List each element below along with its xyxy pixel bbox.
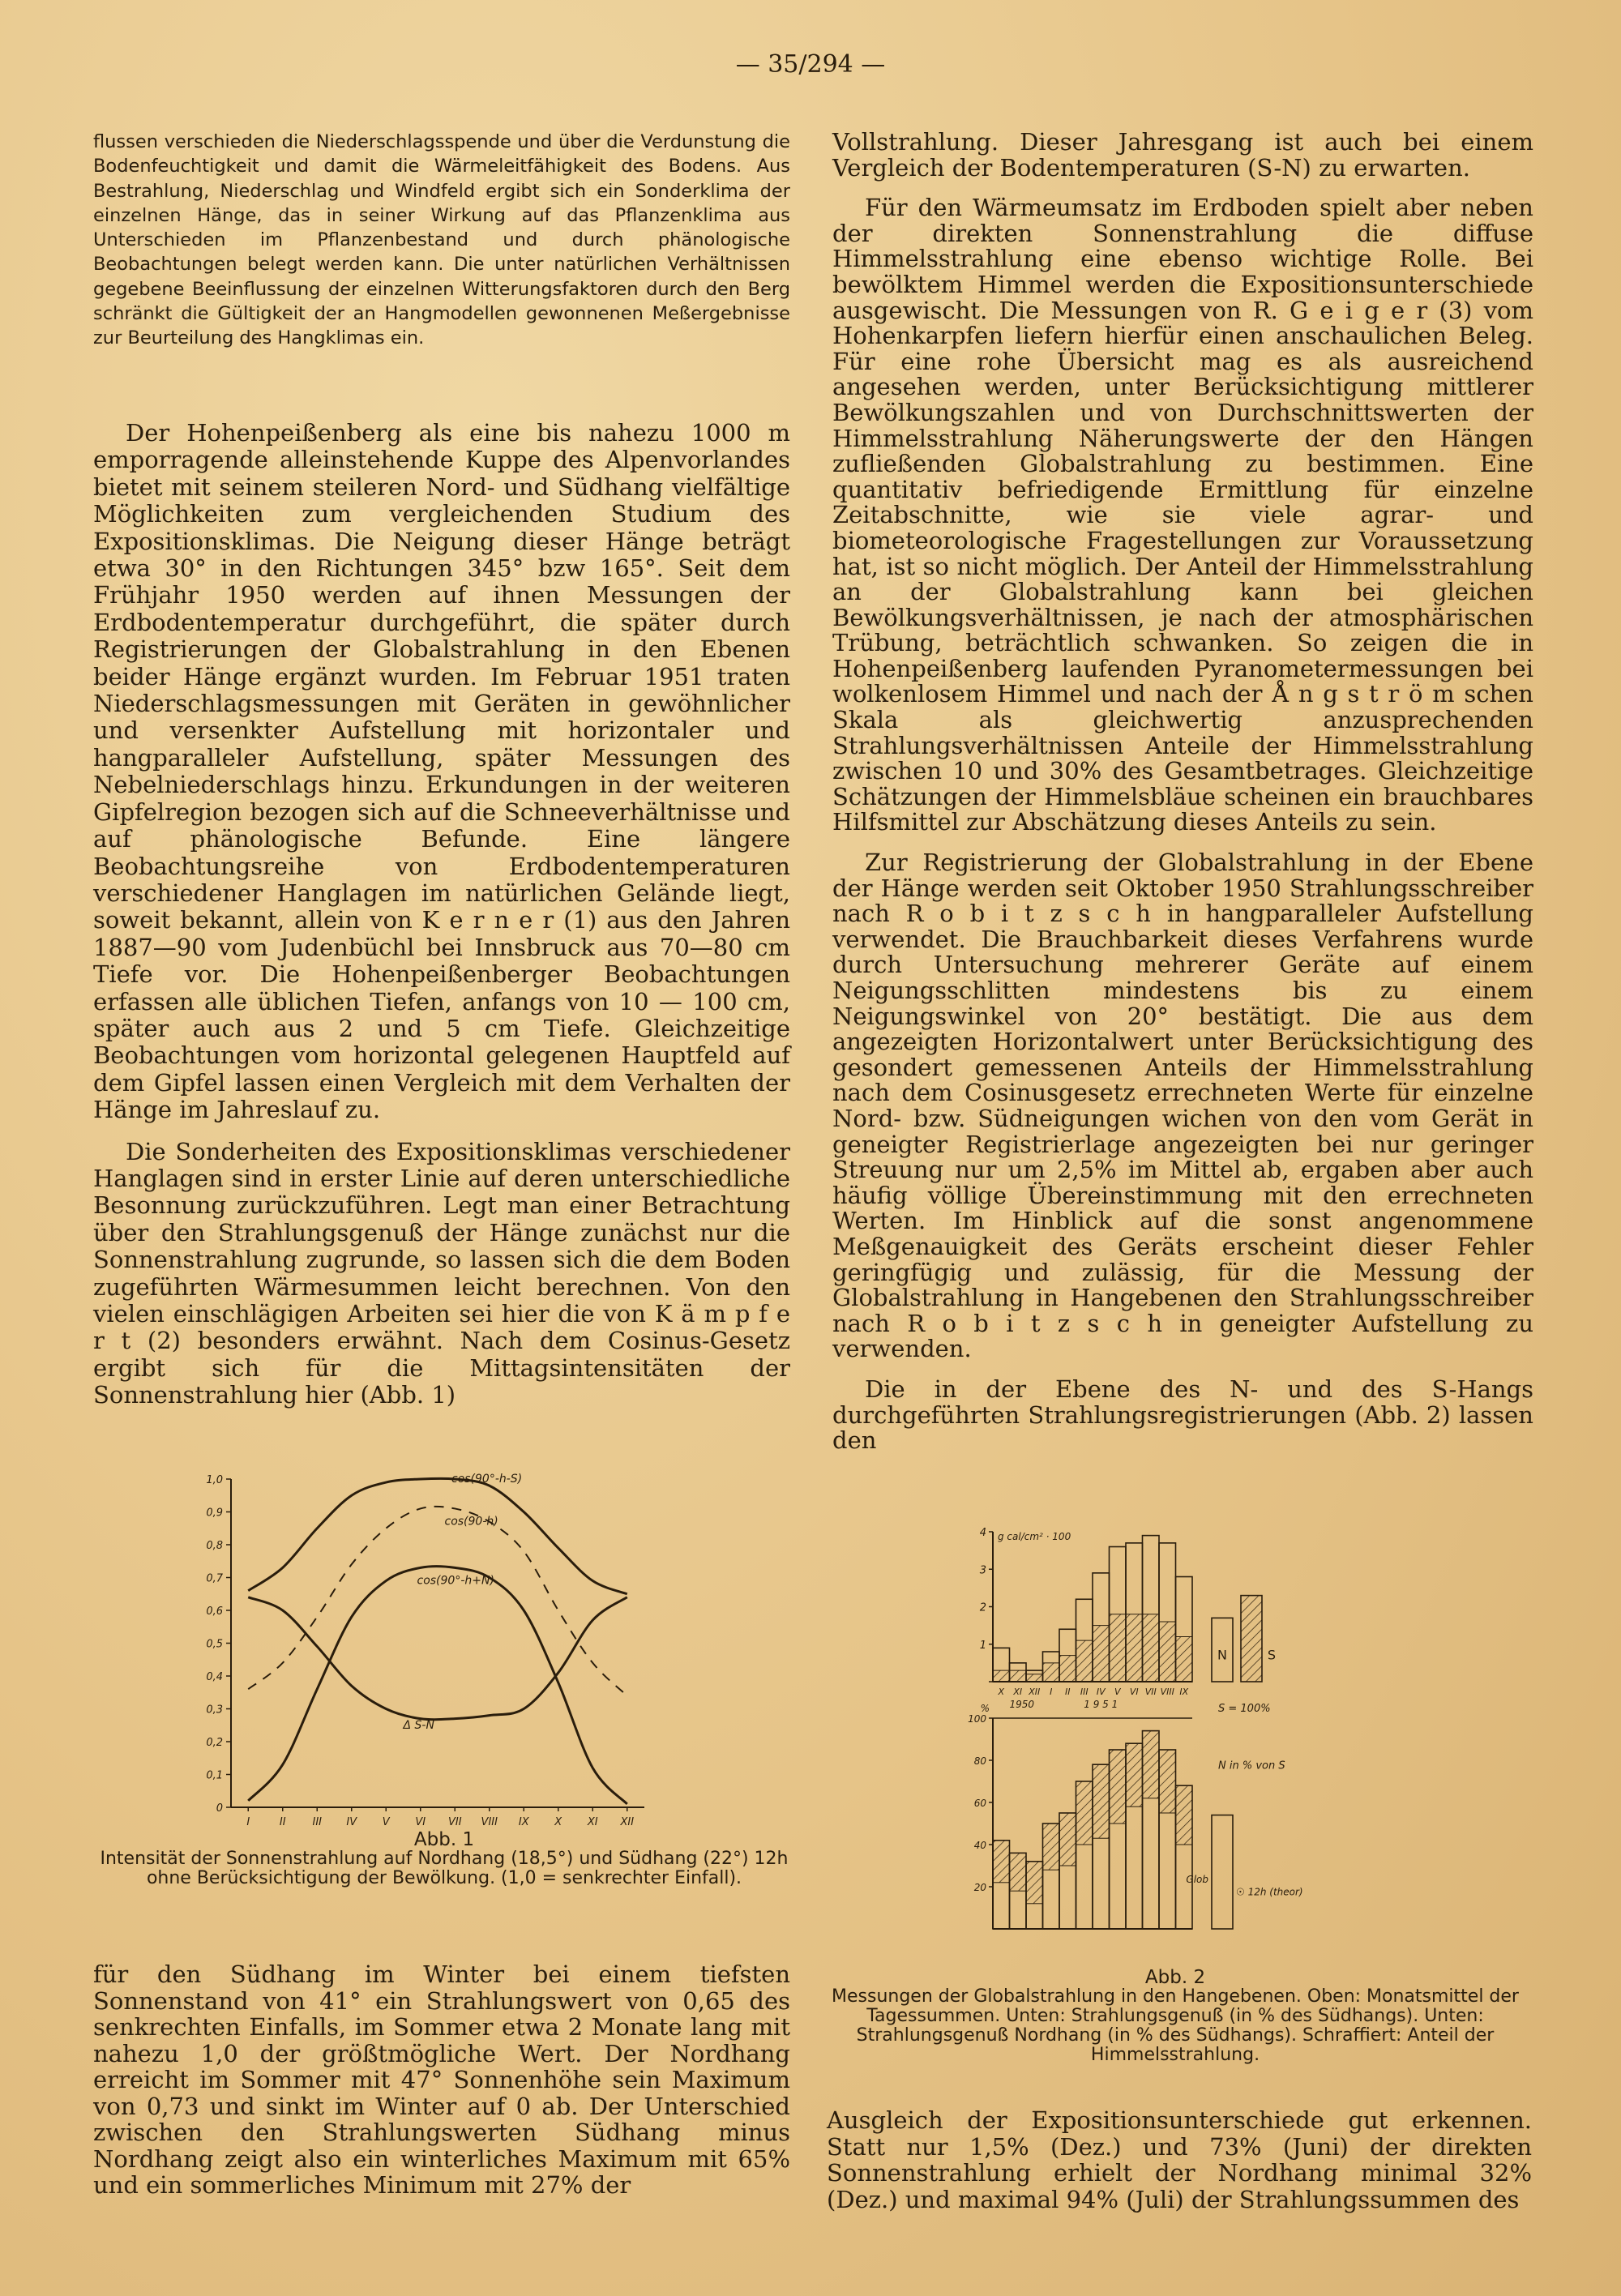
bar-diffuse-share — [1110, 1750, 1127, 1824]
bar-diffuse-share — [1076, 1781, 1093, 1845]
figure-2-caption-text: Messungen der Globalstrahlung in den Hangebenen. Oben: Monatsmittel der Tagessummen. Unten: Strahlungsgenuß (in % des Südhangs). Unten: Strahlungsgenuß Nordhang (in % des Südhangs). Schraffiert: Anteil der Himmelsstrahlung. — [832, 1986, 1519, 2065]
y-tick-label: 20 — [973, 1882, 986, 1893]
bar-diffuse-share — [1010, 1853, 1027, 1891]
bar-diffuse — [1176, 1637, 1193, 1682]
series-line — [248, 1597, 627, 1720]
x-group-label: 1950 — [1009, 1699, 1035, 1710]
y-tick-label: 40 — [973, 1840, 986, 1851]
figure-1-label: Abb. 1 — [413, 1829, 475, 1850]
x-tick-label: IV — [346, 1816, 357, 1828]
x-tick-label: X — [998, 1687, 1005, 1697]
bar-annual-south — [1241, 1596, 1262, 1682]
y-tick-label: 0,1 — [206, 1769, 223, 1782]
bar-diffuse — [1010, 1670, 1027, 1682]
y-tick-label: 0 — [216, 1802, 223, 1815]
paragraph: für den Südhang im Winter bei einem tiefsten Sonnenstand von 41° ein Strahlungswert von 0,65 des senkrechten Einfalls, im Sommer etwa 2 Monate lang mit nahezu 1,0 der größtmögliche Wert. Der Nordhang erreicht im Sommer mit 47° Sonnenhöhe sein Maximum von 0,73 und sinkt im Winter auf 0 ab. Der Unterschied zwischen den Strahlungswerten Südhang minus Nordhang zeigt also ein winterliches Maximum mit 65% und ein sommerliches Minimum mit 27% der — [93, 1960, 790, 2199]
bar-diffuse — [1026, 1674, 1043, 1682]
bar-diffuse — [1143, 1614, 1160, 1682]
x-tick-label: VII — [1144, 1687, 1157, 1697]
x-tick-label: II — [1065, 1687, 1071, 1697]
bar-diffuse-share — [1093, 1764, 1110, 1838]
y-tick-label: 0,7 — [206, 1572, 223, 1585]
bar-diffuse-share — [1176, 1785, 1193, 1845]
x-tick-label: IX — [1179, 1687, 1189, 1697]
x-tick-label: V — [1114, 1687, 1121, 1697]
label-n-percent: N in % von S — [1218, 1759, 1285, 1772]
x-tick-label: III — [1080, 1687, 1089, 1697]
x-tick-label: I — [246, 1816, 250, 1828]
x-tick-label: VIII — [1160, 1687, 1174, 1697]
label-theoretical: ☉ 12h (theor) — [1236, 1886, 1303, 1898]
paragraph: Der Hohenpeißenberg als eine bis nahezu 1000 m emporragende alleinstehende Kuppe des Alpenvorlandes bietet mit seinem steileren Nord- und Südhang vielfältige Möglichkeiten zum vergleichenden Studium des Expositionsklimas. Die Neigung dieser Hänge beträgt etwa 30° in den Richtungen 345° bzw 165°. Seit dem Frühjahr 1950 werden auf ihnen Messungen der Erdbodentemperatur durchgeführt, die später durch Registrierungen der Globalstrahlung in den Ebenen beider Hänge ergänzt wurden. Im Februar 1951 traten Niederschlagsmessungen mit Geräten in gewöhnlicher und versenkter Aufstellung mit horizontaler und hangparalleler Aufstellung, später Messungen des Nebelniederschlags hinzu. Erkundungen in der weiteren Gipfelregion bezogen sich auf die Schneeverhältnisse und auf phänologische Befunde. Eine längere Beobachtungsreihe von Erdbodentemperaturen verschiedener Hanglagen im natürlichen Gelände liegt, soweit bekannt, allein von K e r n e r (1) aus den Jahren 1887—90 vom Judenbüchl bei Innsbruck aus 70—80 cm Tiefe vor. Die Hohenpeißenberger Beobachtungen erfassen alle üblichen Tiefen, anfangs von 10 — 100 cm, später auch aus 2 und 5 cm Tiefe. Gleichzeitige Beobachtungen vom horizontal gelegenen Hauptfeld auf dem Gipfel lassen einen Vergleich mit dem Verhalten der Hänge im Jahreslauf zu. — [93, 419, 790, 1124]
y-tick-label: 0,9 — [206, 1507, 223, 1520]
x-tick-label: X — [554, 1816, 562, 1828]
bar-diffuse — [1076, 1640, 1093, 1682]
x-group-label: 1 9 5 1 — [1084, 1699, 1118, 1710]
figure-2-caption — [819, 1968, 1532, 2065]
x-tick-label: II — [279, 1816, 286, 1828]
paragraph: Vollstrahlung. Dieser Jahresgang ist auch bei einem Vergleich der Bodentemperaturen (S-N) zu erwarten. — [832, 128, 1533, 182]
y-tick-label: 0,6 — [206, 1605, 223, 1618]
bar-diffuse — [1059, 1656, 1076, 1682]
figure-1-caption-text: Intensität der Sonnenstrahlung auf Nordhang (18,5°) und Südhang (22°) 12h ohne Berücksichtigung der Bewölkung. (1,0 = senkrechter Einfall). — [100, 1849, 789, 1888]
paragraph: Ausgleich der Expositionsunterschiede gut erkennen. Statt nur 1,5% (Dez.) und 73% (Juni) der direkten Sonnenstrahlung erhielt der Nordhang minimal 32% (Dez.) und maximal 94% (Juli) der Strahlungssummen des — [827, 2106, 1532, 2214]
bar-diffuse — [1110, 1614, 1127, 1682]
x-tick-label: IX — [518, 1816, 529, 1828]
x-tick-label: VI — [1129, 1687, 1139, 1697]
x-tick-label: VII — [447, 1816, 462, 1828]
y-tick-label: 100 — [968, 1713, 986, 1725]
y-tick-label: 0,8 — [206, 1540, 223, 1552]
bar-diffuse-share — [1059, 1813, 1076, 1866]
abstract — [93, 130, 790, 366]
y-tick-label: 3 — [979, 1564, 986, 1577]
paragraph: Die in der Ebene des N- und des S-Hangs durchgeführten Strahlungsregistrierungen (Abb. 2) lassen den — [832, 1375, 1533, 1455]
bar-diffuse-share — [1143, 1731, 1160, 1798]
bar-diffuse-share — [1026, 1862, 1043, 1904]
paragraph: Die Sonderheiten des Expositionsklimas verschiedener Hanglagen sind in erster Linie auf deren unterschiedliche Besonnung zurückzuführen. Legt man einer Betrachtung über den Strahlungsgenuß der Hänge zunächst nur die Sonnenstrahlung zugrunde, so lassen sich die dem Boden zugeführten Wärmesummen leicht berechnen. Von den vielen einschlägigen Arbeiten sei hier die von K ä m p f e r t (2) besonders erwähnt. Nach dem Cosinus-Gesetz ergibt sich für die Mittagsintensitäten der Sonnenstrahlung hier (Abb. 1) — [93, 1137, 790, 1409]
x-tick-label: I — [1050, 1687, 1053, 1697]
y-axis-label: g cal/cm² · 100 — [998, 1531, 1071, 1542]
x-tick-label: IV — [1096, 1687, 1106, 1697]
figure-1-caption — [88, 1830, 801, 1888]
x-tick-label: XII — [620, 1816, 635, 1828]
series-line — [248, 1567, 627, 1804]
series-label: cos(90°-h+N) — [417, 1574, 494, 1588]
figure-2-label: Abb. 2 — [1144, 1967, 1206, 1988]
bar-diffuse-share — [993, 1841, 1010, 1883]
left-column — [93, 420, 790, 1424]
left-column-continued — [93, 1961, 790, 2213]
label-glob: Glob — [1186, 1873, 1208, 1885]
y-tick-label: 4 — [979, 1527, 986, 1539]
y-axis-label: % — [980, 1703, 990, 1714]
y-tick-label: 0,4 — [206, 1671, 223, 1683]
paragraph: Zur Registrierung der Globalstrahlung in der Ebene der Hänge werden seit Oktober 1950 Strahlungsschreiber nach R o b i t z s c h in hangparalleler Aufstellung verwendet. Die Brauchbarkeit dieses Verfahrens wurde durch Untersuchung mehrerer Geräte auf einem Neigungsschlitten mindestens bis zu einem Neigungswinkel von 20° bestätigt. Die aus dem angezeigten Horizontalwert unter Berücksichtigung des gesondert gemessenen Anteils der Himmelsstrahlung nach dem Cosinusgesetz errechneten Werte für einzelne Nord- bzw. Südneigungen wichen von den vom Gerät in geneigter Registrierlage angezeigten bei nur geringer Streuung nur um 2,5% im Mittel ab, ergaben aber auch häufig völlige Übereinstimmung mit den errechneten Werten. Im Hinblick auf die sonst angenommene Meßgenauigkeit des Geräts erscheint dieser Fehler geringfügig und zulässig, für die Messung der Globalstrahlung in Hangebenen den Strahlungsschreiber nach R o b i t z s c h in geneigter Aufstellung zu verwenden. — [832, 849, 1533, 1363]
y-tick-label: 0,5 — [206, 1638, 223, 1651]
bar-diffuse — [1043, 1663, 1060, 1682]
figure-2-chart — [968, 1524, 1426, 1953]
y-tick-label: 2 — [979, 1601, 986, 1614]
bar-diffuse — [1093, 1626, 1110, 1682]
x-tick-label: III — [312, 1816, 323, 1828]
page-number: — 35/294 — — [735, 50, 886, 79]
bar-diffuse-share — [1159, 1750, 1176, 1813]
x-tick-label: VIII — [481, 1816, 498, 1828]
bar-diffuse-share — [1126, 1743, 1143, 1806]
y-tick-label: 1 — [979, 1639, 986, 1652]
label-s-100: S = 100% — [1218, 1703, 1271, 1716]
bar-diffuse — [1126, 1614, 1143, 1682]
bar-label-south: S — [1267, 1647, 1277, 1663]
bar-label-north: N — [1217, 1647, 1227, 1663]
paragraph: Für den Wärmeumsatz im Erdboden spielt aber neben der direkten Sonnenstrahlung die diffuse Himmelsstrahlung eine ebenso wichtige Rolle. Bei bewölktem Himmel werden die Expositionsunterschiede ausgewischt. Die Messungen von R. G e i g e r (3) vom Hohenkarpfen liefern hierfür einen anschaulichen Beleg. Für eine rohe Übersicht mag es als ausreichend angesehen werden, unter Berücksichtigung mittlerer Bewölkungszahlen und von Durchschnittswerten der Himmelsstrahlung Näherungswerte der den Hängen zufließenden Globalstrahlung zu bestimmen. Eine quantitativ befriedigende Ermittlung für einzelne Zeitabschnitte, wie sie viele agrar- und biometeorologische Fragestellungen zur Voraussetzung hat, ist so nicht möglich. Der Anteil der Himmelsstrahlung an der Globalstrahlung kann bei gleichen Bewölkungsverhältnissen, je nach der atmosphärischen Trübung, beträchtlich schwanken. So zeigen die in Hohenpeißenberg laufenden Pyranometermessungen bei wolkenlosem Himmel und nach der Å n g s t r ö m schen Skala als gleichwertig anzusprechenden Strahlungsverhältnissen Anteile der Himmelsstrahlung zwischen 10 und 30% des Gesamtbetrages. Gleichzeitige Schätzungen der Himmelsbläue scheinen ein brauchbares Hilfsmittel zur Abschätzung dieses Anteils zu sein. — [832, 194, 1533, 836]
x-tick-label: XI — [587, 1816, 598, 1828]
bar-diffuse — [993, 1670, 1010, 1682]
figure-1-chart — [186, 1471, 657, 1832]
series-line — [248, 1507, 627, 1695]
y-tick-label: 0,2 — [206, 1737, 223, 1749]
series-label: cos(90°-h-S) — [451, 1473, 523, 1486]
x-tick-label: XI — [1013, 1687, 1023, 1697]
y-tick-label: 0,3 — [206, 1704, 223, 1717]
abstract-text: flussen verschieden die Niederschlagsspende und über die Verdunstung die Bodenfeuchtigkeit und damit die Wärmeleitfähigkeit des Bodens. Aus Bestrahlung, Niederschlag und Windfeld ergibt sich ein Sonderklima der einzelnen Hänge, das in seiner Wirkung auf das Pflanzenklima aus Unterschieden im Pflanzenbestand und durch phänologische Beobachtungen belegt werden kann. Die unter natürlichen Verhältnissen gegebene Beeinflussung der einzelnen Witterungsfaktoren durch den Berg schränkt die Gültigkeit der an Hangmodellen gewonnenen Meßergebnisse zur Beurteilung des Hangklimas ein. — [93, 131, 790, 349]
right-column-continued — [827, 2107, 1532, 2228]
x-tick-label: VI — [415, 1816, 426, 1828]
x-tick-label: V — [382, 1816, 390, 1828]
right-column — [832, 130, 1533, 1469]
bar-diffuse-share — [1043, 1824, 1060, 1870]
y-tick-label: 1,0 — [206, 1474, 223, 1486]
x-tick-label: XII — [1029, 1687, 1041, 1697]
bar-annual-north — [1212, 1815, 1233, 1929]
series-label: cos(90-h) — [444, 1515, 498, 1529]
bar-diffuse — [1159, 1622, 1176, 1682]
y-tick-label: 60 — [973, 1798, 986, 1809]
y-tick-label: 80 — [973, 1755, 986, 1767]
series-label: Δ S-N — [403, 1718, 434, 1732]
